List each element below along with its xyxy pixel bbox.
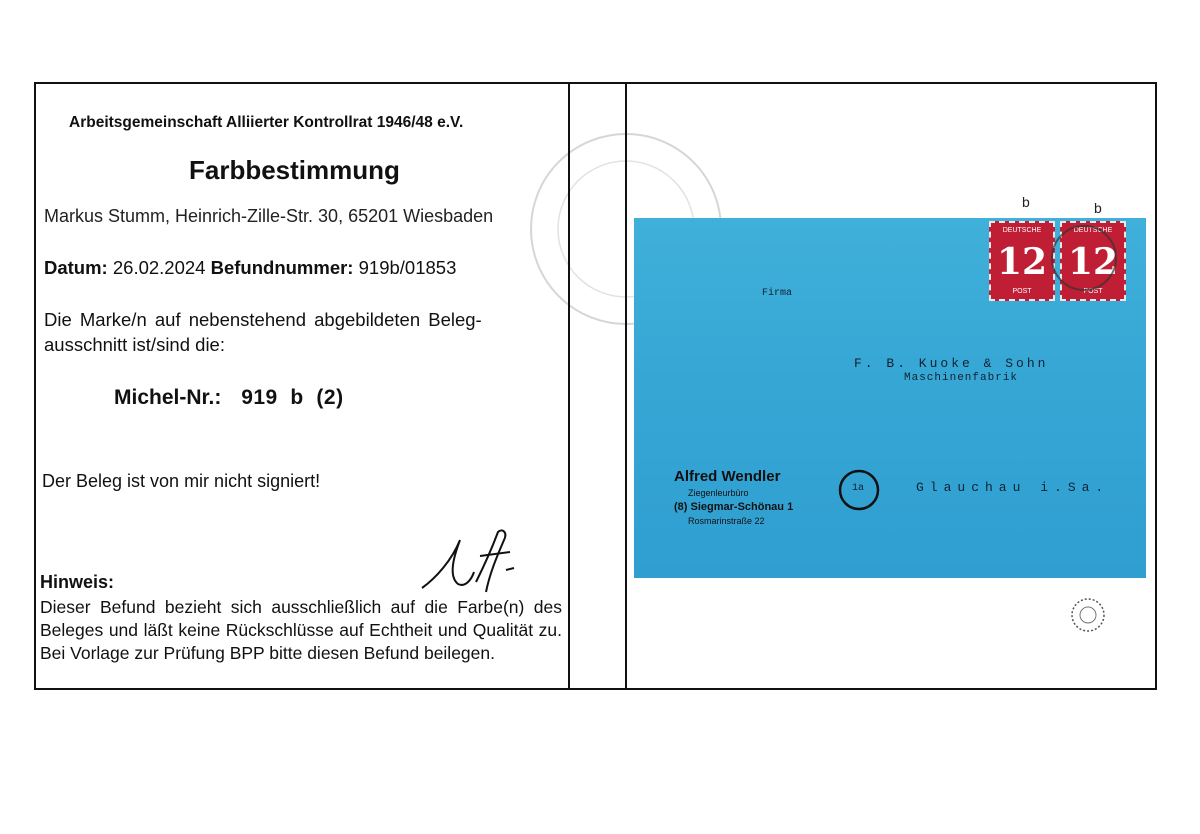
befund-label: Befundnummer: (210, 257, 354, 278)
sender-line-3: Rosmarinstraße 22 (688, 516, 765, 526)
postage-stamp-2: DEUTSCHE 12 POST (1060, 221, 1126, 301)
postmark (1044, 218, 1124, 298)
intro-line-2: ausschnitt ist/sind die: (44, 334, 225, 355)
intro-line-1: Die Marke/n auf nebenstehend abgebildeten Beleg- (44, 309, 482, 330)
addressee-line-1: F. B. Kuoke & Sohn (854, 356, 1049, 371)
michel-value: 919 b (2) (241, 386, 344, 409)
destination-city: Glauchau i.Sa. (916, 480, 1110, 495)
datum-label: Datum: (44, 257, 108, 278)
hinweis-text: Dieser Befund bezieht sich ausschließlich auf die Farbe(n) des Beleges und läßt keine Rückschlüsse auf Echtheit und Qualität zu. Bei Vorlage zur Prüfung BPP bitte diesen Befund beilegen. (40, 597, 562, 663)
firm-prefix: Firma (762, 288, 793, 299)
examiner-address: Markus Stumm, Heinrich-Zille-Str. 30, 65201 Wiesbaden (44, 206, 494, 226)
date-and-report-line (44, 257, 456, 279)
addressee-line-2: Maschinenfabrik (904, 372, 1019, 384)
sender-name: Alfred Wendler (674, 468, 781, 485)
certificate-frame (34, 82, 1157, 690)
zone-number: 1a (852, 483, 865, 494)
hinweis-label: Hinweis: (40, 572, 115, 592)
michel-label: Michel-Nr.: (114, 386, 222, 409)
postage-stamp-1: DEUTSCHE 12 POST (989, 221, 1055, 301)
befund-value: 919b/01853 (358, 257, 457, 278)
panel-divider-left (568, 84, 570, 688)
not-signed-note: Der Beleg ist von mir nicht signiert! (42, 471, 321, 491)
datum-value: 26.02.2024 (112, 257, 206, 278)
organization-name: Arbeitsgemeinschaft Alliierter Kontrollrat 1946/48 e.V. (69, 114, 464, 131)
envelope-image (634, 218, 1146, 578)
michel-number-line (114, 386, 344, 410)
sender-line-2: (8) Siegmar-Schönau 1 (674, 501, 794, 513)
panel-divider-right (625, 84, 627, 688)
sender-block (674, 468, 793, 526)
certificate-text-panel (36, 84, 571, 688)
certificate-title: Farbbestimmung (189, 155, 400, 185)
pencil-mark-2: b (1094, 200, 1102, 216)
embossed-seal-icon (1063, 590, 1113, 640)
handwritten-signature (414, 526, 524, 596)
sender-line-1: Ziegenleurbüro (688, 488, 749, 498)
pencil-mark-1: b (1022, 194, 1030, 210)
